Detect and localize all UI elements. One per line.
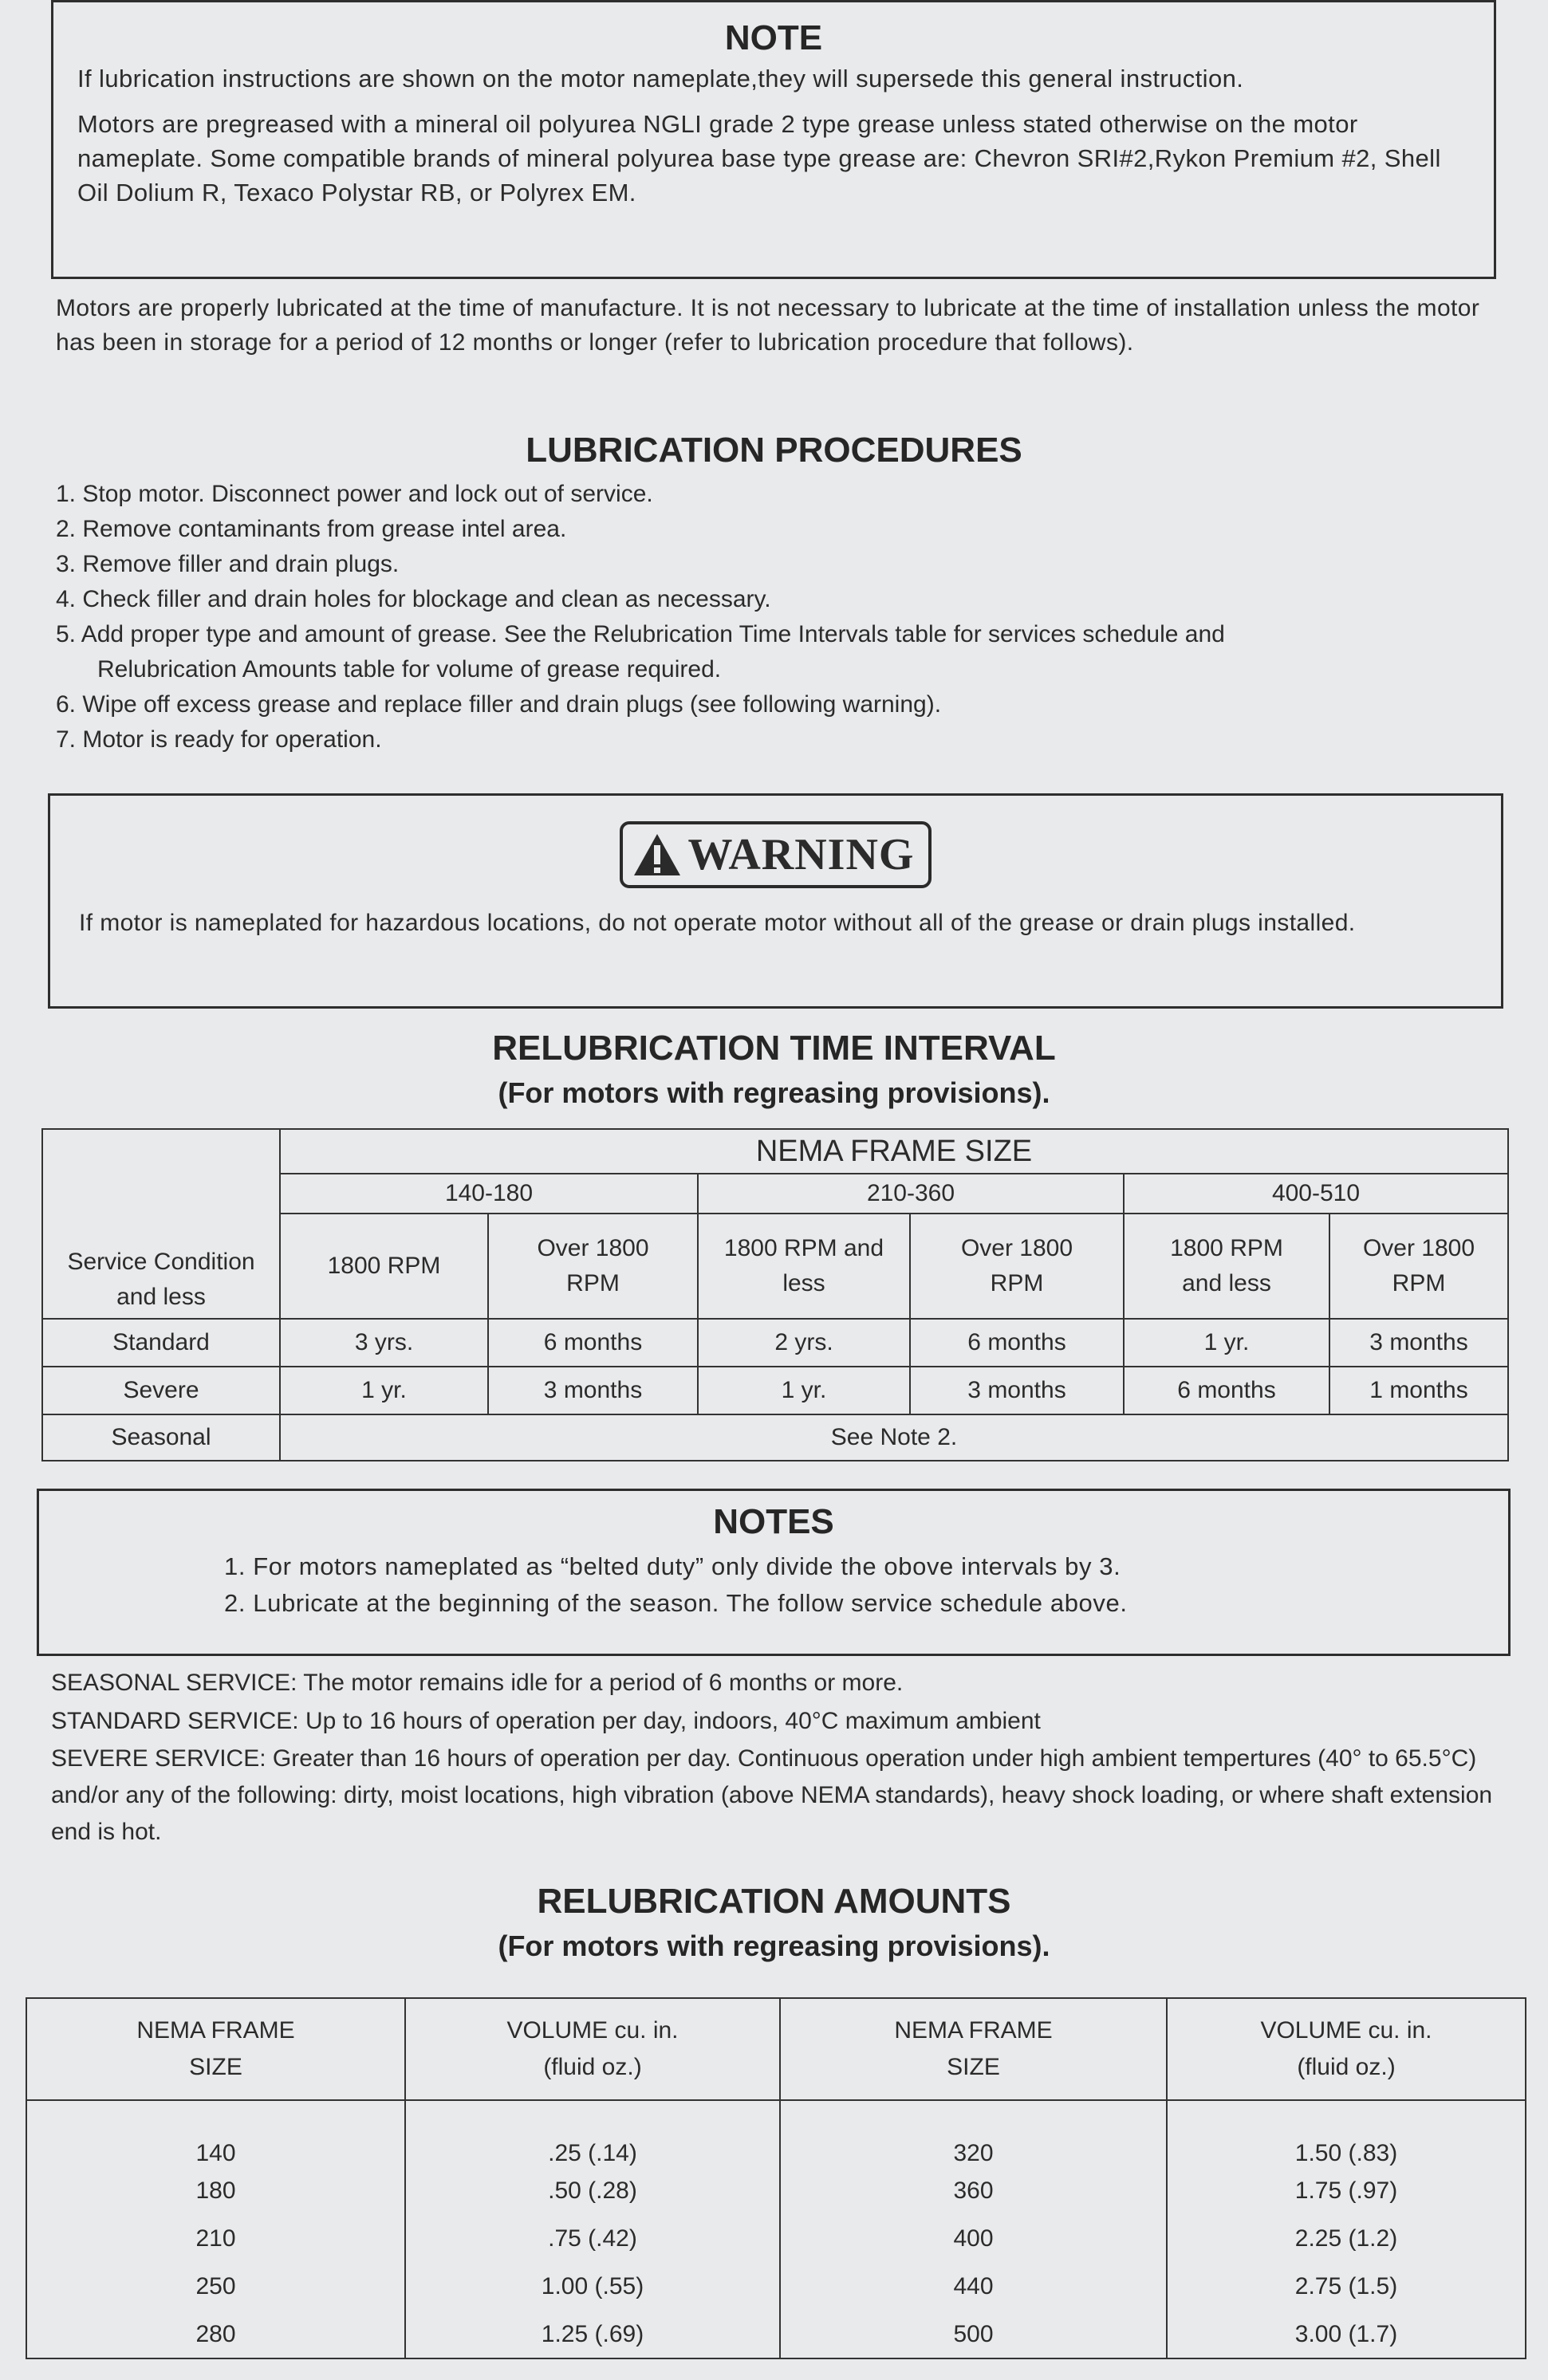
interval-cell: 6 months bbox=[910, 1319, 1124, 1367]
time-interval-table bbox=[41, 1128, 1509, 1461]
amounts-cell: .50 (.28) bbox=[405, 2167, 780, 2215]
amounts-cell: 2.25 (1.2) bbox=[1167, 2215, 1526, 2263]
procedure-step: 2. Remove contaminants from grease intel area. bbox=[56, 516, 567, 542]
interval-cell: 3 months bbox=[910, 1367, 1124, 1414]
amounts-cell: 140 bbox=[26, 2100, 405, 2167]
table-row bbox=[42, 1367, 1508, 1414]
seasonal-note-cell: See Note 2. bbox=[280, 1414, 1508, 1461]
time-interval-title: RELUBRICATION TIME INTERVAL bbox=[492, 1029, 1056, 1068]
row-label: Standard bbox=[42, 1319, 280, 1367]
table-row bbox=[26, 2215, 1526, 2263]
amounts-cell: 210 bbox=[26, 2215, 405, 2263]
procedure-step: 4. Check filler and drain holes for blockage and clean as necessary. bbox=[56, 586, 771, 612]
interval-cell: 3 yrs. bbox=[280, 1319, 488, 1367]
procedure-steps bbox=[56, 477, 1507, 757]
intro-paragraph: Motors are properly lubricated at the time of manufacture. It is not necessary to lubricate at the time of installation unless the motor has been in storage for a period of 12 months or longer (refer to lubrication procedure that follows). bbox=[56, 295, 1480, 356]
amounts-header: VOLUME cu. in. (fluid oz.) bbox=[1167, 1998, 1526, 2100]
note-paragraph-2: Motors are pregreased with a mineral oil polyurea NGLI grade 2 type grease unless stated otherwise on the motor nameplate. Some compatible brands of mineral polyurea base type grease are: Chevron SRI#2,Rykon Premium #2, Shell Oil Dolium R, Texaco Polystar RB, or Polyrex EM. bbox=[77, 110, 1441, 207]
amounts-cell: 180 bbox=[26, 2167, 405, 2215]
amounts-cell: 440 bbox=[780, 2263, 1167, 2311]
amounts-header: NEMA FRAME SIZE bbox=[780, 1998, 1167, 2100]
amounts-cell: .25 (.14) bbox=[405, 2100, 780, 2167]
subcol-header: 1800 RPM and less bbox=[698, 1214, 910, 1319]
procedure-step: 5. Add proper type and amount of grease. See the Relubrication Time Intervals table for services schedule and bbox=[56, 621, 1225, 647]
procedures-title: LUBRICATION PROCEDURES bbox=[526, 431, 1022, 470]
table-row bbox=[26, 2311, 1526, 2358]
warning-triangle-icon bbox=[632, 832, 682, 877]
group-header: 400-510 bbox=[1124, 1174, 1508, 1214]
procedure-step: 7. Motor is ready for operation. bbox=[56, 726, 382, 753]
amounts-cell: 1.25 (.69) bbox=[405, 2311, 780, 2358]
table-row bbox=[42, 1319, 1508, 1367]
nema-frame-header: NEMA FRAME SIZE bbox=[280, 1129, 1508, 1174]
interval-cell: 1 yr. bbox=[698, 1367, 910, 1414]
table-row bbox=[26, 2263, 1526, 2311]
amounts-title: RELUBRICATION AMOUNTS bbox=[537, 1882, 1011, 1921]
table-row bbox=[26, 2100, 1526, 2167]
amounts-cell: 280 bbox=[26, 2311, 405, 2358]
amounts-table bbox=[26, 1997, 1526, 2359]
amounts-cell: 500 bbox=[780, 2311, 1167, 2358]
interval-cell: 1 months bbox=[1329, 1367, 1508, 1414]
warning-text: If motor is nameplated for hazardous locations, do not operate motor without all of the grease or drain plugs installed. bbox=[79, 910, 1356, 936]
interval-cell: 6 months bbox=[1124, 1367, 1329, 1414]
amounts-cell: 1.50 (.83) bbox=[1167, 2100, 1526, 2167]
row-label: Seasonal bbox=[42, 1414, 280, 1461]
interval-cell: 3 months bbox=[1329, 1319, 1508, 1367]
amounts-cell: 400 bbox=[780, 2215, 1167, 2263]
subcol-header: 1800 RPM bbox=[280, 1214, 488, 1319]
procedure-step: 1. Stop motor. Disconnect power and lock out of service. bbox=[56, 481, 653, 507]
row-label: Severe bbox=[42, 1367, 280, 1414]
interval-cell: 1 yr. bbox=[280, 1367, 488, 1414]
note-item: 2. Lubricate at the beginning of the season. The follow service schedule above. bbox=[224, 1589, 1128, 1617]
amounts-header: NEMA FRAME SIZE bbox=[26, 1998, 405, 2100]
table-row bbox=[42, 1414, 1508, 1461]
seasonal-service-definition: SEASONAL SERVICE: The motor remains idle for a period of 6 months or more. bbox=[51, 1670, 904, 1696]
notes-box bbox=[37, 1489, 1511, 1656]
procedure-step: 3. Remove filler and drain plugs. bbox=[56, 551, 400, 577]
warning-label: WARNING bbox=[687, 830, 915, 879]
amounts-header: VOLUME cu. in. (fluid oz.) bbox=[405, 1998, 780, 2100]
procedure-step: 6. Wipe off excess grease and replace filler and drain plugs (see following warning). bbox=[56, 691, 942, 718]
interval-cell: 1 yr. bbox=[1124, 1319, 1329, 1367]
note-box bbox=[51, 0, 1496, 279]
table-row bbox=[26, 2167, 1526, 2215]
group-header: 140-180 bbox=[280, 1174, 698, 1214]
amounts-cell: .75 (.42) bbox=[405, 2215, 780, 2263]
group-header: 210-360 bbox=[698, 1174, 1124, 1214]
notes-title: NOTES bbox=[713, 1502, 834, 1541]
amounts-cell: 3.00 (1.7) bbox=[1167, 2311, 1526, 2358]
interval-cell: 2 yrs. bbox=[698, 1319, 910, 1367]
note-title: NOTE bbox=[724, 18, 823, 57]
amounts-cell: 320 bbox=[780, 2100, 1167, 2167]
amounts-cell: 2.75 (1.5) bbox=[1167, 2263, 1526, 2311]
interval-cell: 6 months bbox=[488, 1319, 698, 1367]
amounts-subtitle: (For motors with regreasing provisions). bbox=[498, 1930, 1050, 1962]
time-interval-subtitle: (For motors with regreasing provisions). bbox=[498, 1076, 1050, 1109]
interval-cell: 3 months bbox=[488, 1367, 698, 1414]
row-header-cell: Service Condition and less bbox=[42, 1129, 280, 1319]
subcol-header: Over 1800 RPM bbox=[910, 1214, 1124, 1319]
note-paragraph-1: If lubrication instructions are shown on the motor nameplate,they will supersede this general instruction. bbox=[77, 65, 1244, 92]
note-item: 1. For motors nameplated as “belted duty” only divide the obove intervals by 3. bbox=[224, 1552, 1121, 1580]
amounts-cell: 250 bbox=[26, 2263, 405, 2311]
procedure-step-continued: Relubrication Amounts table for volume of grease required. bbox=[97, 656, 722, 683]
subcol-header: Over 1800 RPM bbox=[1329, 1214, 1508, 1319]
amounts-cell: 360 bbox=[780, 2167, 1167, 2215]
amounts-cell: 1.75 (.97) bbox=[1167, 2167, 1526, 2215]
severe-service-definition: SEVERE SERVICE: Greater than 16 hours of operation per day. Continuous operation under high ambient tempertures (40° to 65.5°C) and/or any of the following: dirty, moist locations, high vibration (above NEMA standards), heavy shock loading, or where shaft extension end is hot. bbox=[51, 1745, 1493, 1845]
warning-badge bbox=[620, 821, 932, 888]
subcol-header: 1800 RPM and less bbox=[1124, 1214, 1329, 1319]
amounts-cell: 1.00 (.55) bbox=[405, 2263, 780, 2311]
subcol-header: Over 1800 RPM bbox=[488, 1214, 698, 1319]
warning-box bbox=[48, 793, 1503, 1009]
standard-service-definition: STANDARD SERVICE: Up to 16 hours of operation per day, indoors, 40°C maximum ambient bbox=[51, 1708, 1041, 1734]
